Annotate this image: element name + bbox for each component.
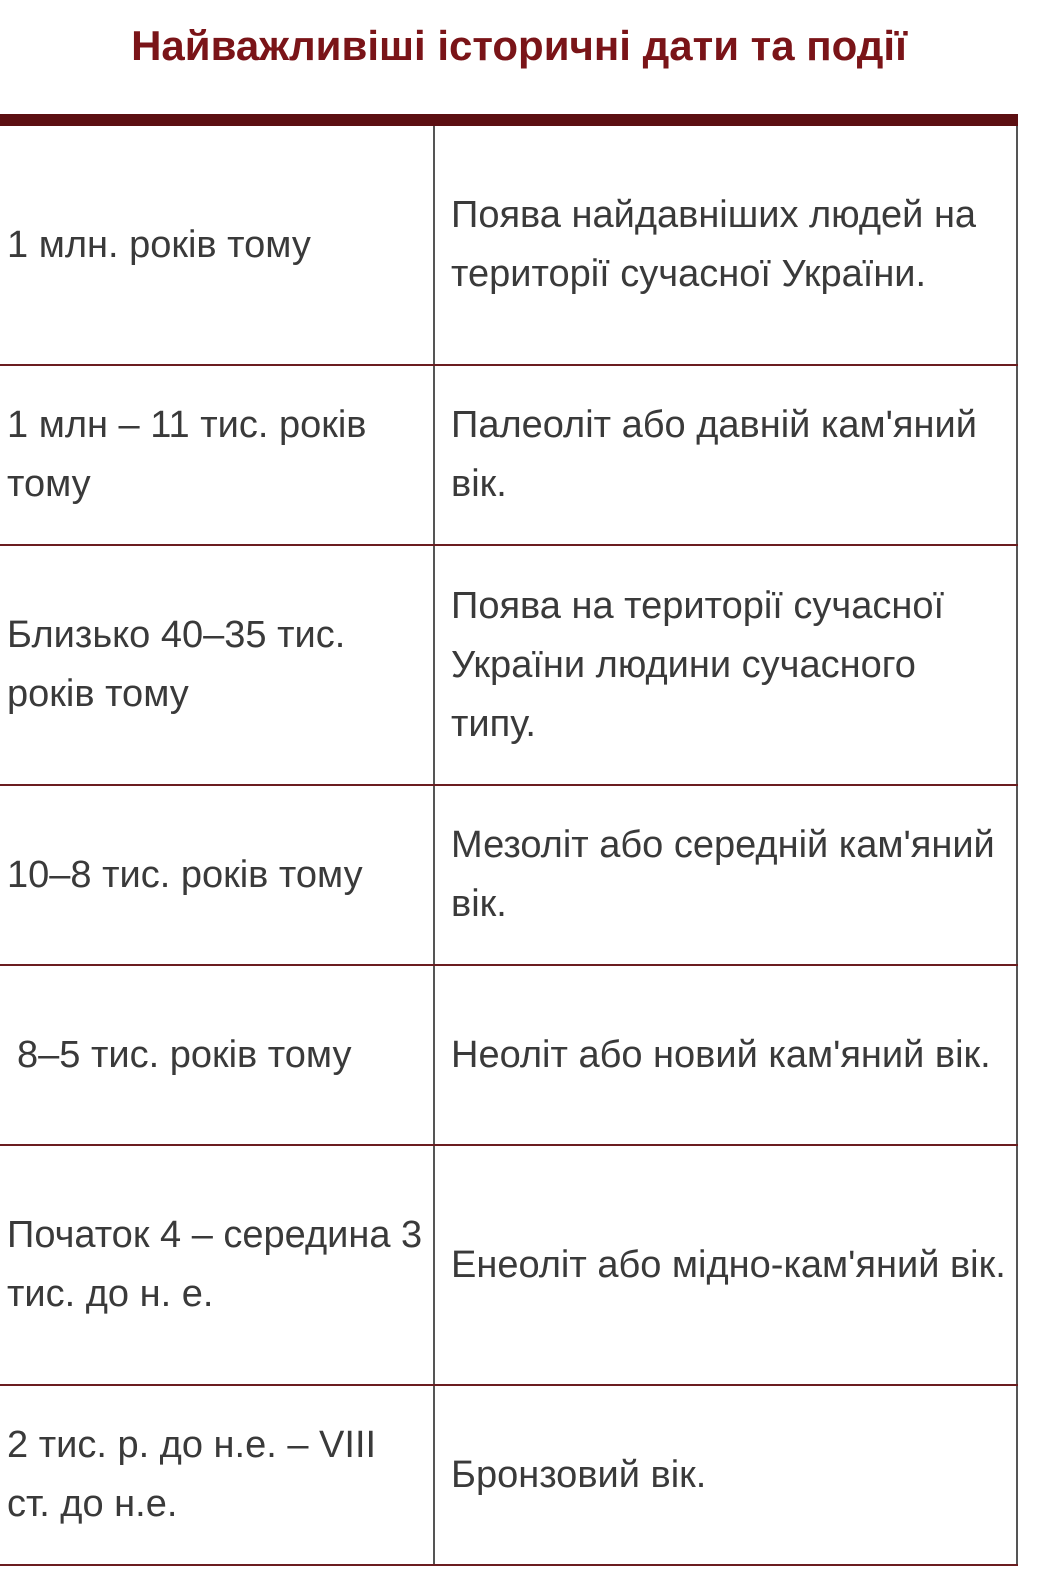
table-row [0, 965, 1017, 1145]
table-row [0, 1145, 1017, 1385]
date-cell: 8–5 тис. років тому [0, 965, 434, 1145]
event-cell: Неоліт або новий кам'яний вік. [434, 965, 1017, 1145]
event-cell: Палеоліт або давній кам'яний вік. [434, 365, 1017, 545]
event-cell: Бронзовий вік. [434, 1385, 1017, 1565]
page-title: Найважливіші історичні дати та події [131, 22, 907, 69]
table-row [0, 785, 1017, 965]
table-row [0, 1385, 1017, 1565]
event-cell: Поява на території сучасної України людини сучасного типу. [434, 545, 1017, 785]
history-table-container [0, 126, 1018, 1566]
event-cell: Мезоліт або середній кам'яний вік. [434, 785, 1017, 965]
date-cell: 1 млн. років тому [0, 126, 434, 365]
date-cell: Початок 4 – середина 3 тис. до н. е. [0, 1145, 434, 1385]
table-row [0, 126, 1017, 365]
event-cell: Енеоліт або мідно-кам'яний вік. [434, 1145, 1017, 1385]
table-row [0, 545, 1017, 785]
date-cell: Близько 40–35 тис. років тому [0, 545, 434, 785]
date-cell: 1 млн – 11 тис. років тому [0, 365, 434, 545]
history-dates-table [0, 126, 1018, 1566]
date-cell: 2 тис. р. до н.е. – VIII ст. до н.е. [0, 1385, 434, 1565]
table-header-bar [0, 114, 1018, 126]
event-cell: Поява найдавніших людей на території сучасної України. [434, 126, 1017, 365]
date-cell: 10–8 тис. років тому [0, 785, 434, 965]
table-row [0, 365, 1017, 545]
